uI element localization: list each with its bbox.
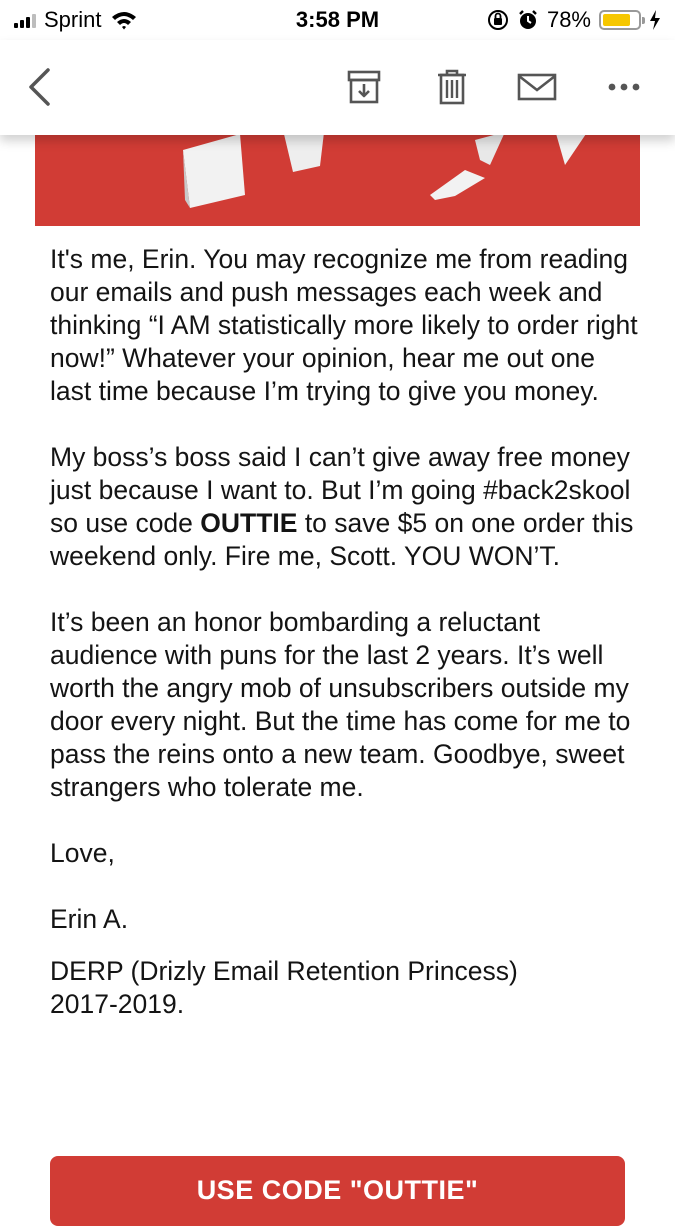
back-chevron-icon [26,67,52,107]
status-right [487,7,661,33]
closing-line: Love, [50,838,115,868]
paragraph-offer [50,441,640,573]
mail-button[interactable] [514,64,560,110]
trash-icon [436,68,468,106]
promo-code: OUTTIE [200,508,298,538]
orientation-lock-icon [487,9,509,31]
delete-button[interactable] [429,64,475,110]
offer-text-start: My boss’s boss said I can’t give away free money just because I want to. But I’m going #back2skool so use code [50,442,631,538]
signature-name: Erin A. [50,904,129,934]
signature-title: DERP (Drizly Email Retention Princess) 2017-2019. [50,956,518,1019]
archive-button[interactable] [341,64,387,110]
status-time: 3:58 PM [295,7,380,32]
mail-icon [517,72,557,102]
archive-icon [346,69,382,105]
offer-text-end: to save $5 on one order this weekend only. Fire me, Scott. YOU WON’T. [50,508,634,571]
more-icon [607,82,641,92]
email-body [50,243,640,1021]
more-button[interactable] [601,64,647,110]
email-toolbar [0,40,675,135]
paragraph-farewell: It’s been an honor bombarding a reluctant audience with puns for the last 2 years. It’s well worth the angry mob of unsubscribers outside my door every night. But the time has come for me to pass the reins onto a new team. Goodbye, sweet strangers who tolerate me. [50,607,631,802]
paragraph-intro: It's me, Erin. You may recognize me from reading our emails and push messages each week and thinking “I AM statistically more likely to order right now!” Whatever your opinion, hear me out one last time because I’m trying to give you money. [50,244,638,406]
battery-percent: 78% [546,7,591,32]
alarm-icon [517,9,539,31]
back-button[interactable] [16,64,62,110]
status-bar [0,0,675,40]
charging-bolt-icon [649,10,661,30]
use-code-button[interactable]: USE CODE "OUTTIE" [50,1156,625,1226]
battery-fill [603,14,630,26]
carrier-label: Sprint [44,7,102,32]
battery-icon [599,10,641,30]
header-banner [35,120,640,226]
paper-scraps-illustration [35,120,640,226]
